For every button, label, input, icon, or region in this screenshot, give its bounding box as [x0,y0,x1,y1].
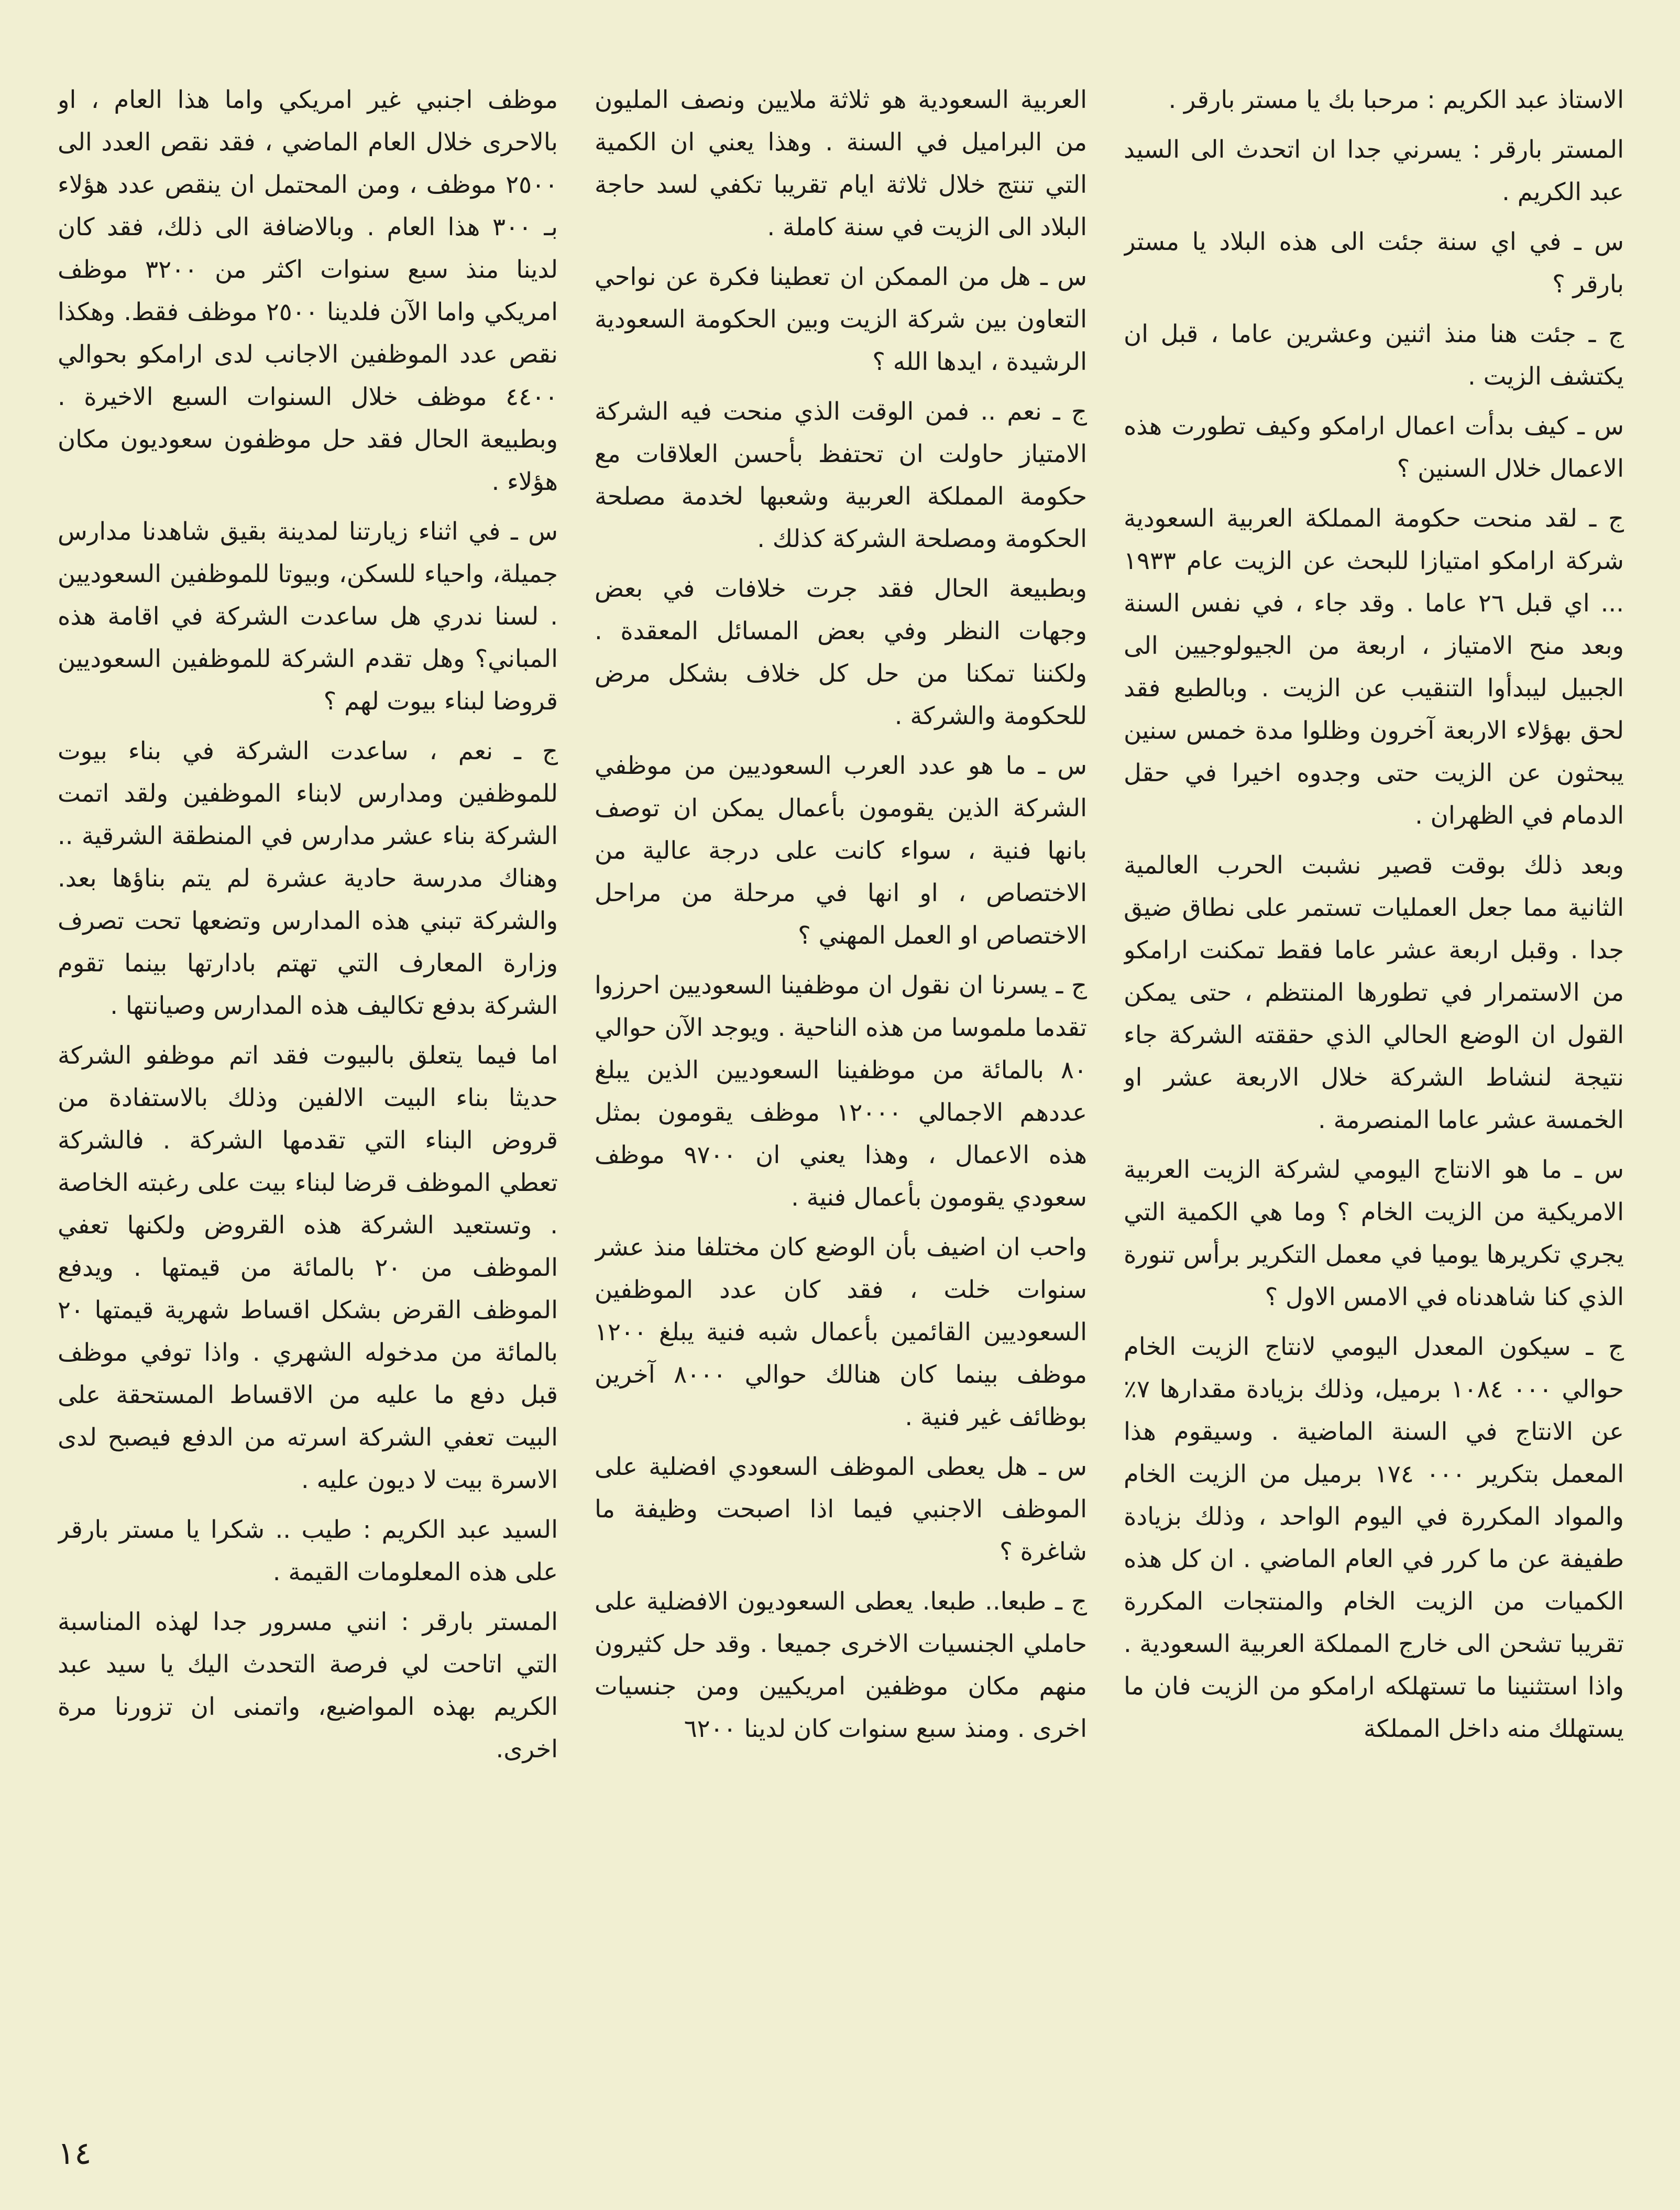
paragraph: السيد عبد الكريم : طيب .. شكرا يا مستر بارقر على هذه المعلومات القيمة . [58,1515,558,1586]
answer-paragraph: ج ـ يسرنا ان نقول ان موظفينا السعوديين احرزوا تقدما ملموسا من هذه الناحية . ويوجد الآن حوالي ٨٠ بالمائة من موظفينا السعوديين الذين يبلغ عددهم الاجمالي ١٢٠٠٠ موظف يقومون بمثل هذه الاعمال ، وهذا يعني ان ٩٧٠٠ موظف سعودي يقومون بأعمال فنية . [595,971,1087,1211]
paragraph: وبطبيعة الحال فقد جرت خلافات في بعض وجهات النظر وفي بعض المسائل المعقدة . ولكننا تمكنا من حل كل خلاف بشكل مرض للحكومة والشركة . [595,574,1087,730]
paragraph: الاستاذ عبد الكريم : مرحبا بك يا مستر بارقر . [1168,85,1624,114]
answer-paragraph: ج ـ سيكون المعدل اليومي لانتاج الزيت الخام حوالي ٠٠٠ ١٠٨٤ برميل، وذلك بزيادة مقدارها ٧٪ عن الانتاج في السنة الماضية . وسيقوم هذا المعمل بتكرير ٠٠٠ ١٧٤ برميل من الزيت الخام والمواد المكررة في اليوم الواحد ، وذلك بزيادة طفيفة عن ما كرر في العام الماضي . ان كل هذه الكميات من الزيت الخام والمنتجات المكررة تقريبا تشحن الى خارج المملكة العربية السعودية . واذا استثنينا ما تستهلكه ارامكو من الزيت فان ما يستهلك منه داخل المملكة [1124,1332,1624,1743]
paragraph: المستر بارقر : انني مسرور جدا لهذه المناسبة التي اتاحت لي فرصة التحدث اليك يا سيد عبد الكريم بهذه المواضيع، واتمنى ان تزورنا مرة اخرى. [58,1607,558,1763]
question-paragraph: س ـ في اثناء زيارتنا لمدينة بقيق شاهدنا مدارس جميلة، واحياء للسكن، وبيوتا للموظفين السعوديين . لسنا ندري هل ساعدت الشركة في اقامة هذه المباني؟ وهل تقدم الشركة للموظفين السعوديين قروضا لبناء بيوت لهم ؟ [58,517,558,715]
paragraph: العربية السعودية هو ثلاثة ملايين ونصف المليون من البراميل في السنة . وهذا يعني ان الكمية التي تنتج خلال ثلاثة ايام تقريبا تكفي لسد حاجة البلاد الى الزيت في سنة كاملة . [595,85,1087,241]
question-paragraph: س ـ هل من الممكن ان تعطينا فكرة عن نواحي التعاون بين شركة الزيت وبين الحكومة السعودية الرشيدة ، ايدها الله ؟ [595,262,1087,376]
column-right [1124,79,1624,2096]
question-paragraph: س ـ كيف بدأت اعمال ارامكو وكيف تطورت هذه الاعمال خلال السنين ؟ [1124,412,1624,483]
paragraph: وبعد ذلك بوقت قصير نشبت الحرب العالمية الثانية مما جعل العمليات تستمر على نطاق ضيق جدا . وقبل اربعة عشر عاما فقط تمكنت ارامكو من الاستمرار في تطورها المنتظم ، حتى يمكن القول ان الوضع الحالي الذي حققته الشركة جاء نتيجة لنشاط الشركة خلال الاربعة عشر او الخمسة عشر عاما المنصرمة . [1124,851,1624,1134]
paragraph: واحب ان اضيف بأن الوضع كان مختلفا منذ عشر سنوات خلت ، فقد كان عدد الموظفين السعوديين القائمين بأعمال شبه فنية يبلغ ١٢٠٠ موظف بينما كان هنالك حوالي ٨٠٠٠ آخرين بوظائف غير فنية . [595,1233,1087,1431]
question-paragraph: س ـ هل يعطى الموظف السعودي افضلية على الموظف الاجنبي فيما اذا اصبحت وظيفة ما شاغرة ؟ [595,1452,1087,1566]
answer-paragraph: ج ـ نعم .. فمن الوقت الذي منحت فيه الشركة الامتياز حاولت ان تحتفظ بأحسن العلاقات مع حكومة المملكة العربية وشعبها لخدمة مصلحة الحكومة ومصلحة الشركة كذلك . [595,397,1087,553]
question-paragraph: س ـ ما هو عدد العرب السعوديين من موظفي الشركة الذين يقومون بأعمال يمكن ان توصف بانها فنية ، سواء كانت على درجة عالية من الاختصاص ، او انها في مرحلة من مراحل الاختصاص او العمل المهني ؟ [595,751,1087,949]
answer-paragraph: ج ـ جئت هنا منذ اثنين وعشرين عاما ، قبل ان يكتشف الزيت . [1124,320,1624,390]
interview-page [58,79,1624,2096]
column-left [58,79,558,2096]
paragraph: المستر بارقر : يسرني جدا ان اتحدث الى السيد عبد الكريم . [1124,135,1624,206]
answer-paragraph: ج ـ لقد منحت حكومة المملكة العربية السعودية شركة ارامكو امتيازا للبحث عن الزيت عام ١٩٣٣ ... اي قبل ٢٦ عاما . وقد جاء ، في نفس السنة وبعد منح الامتياز ، اربعة من الجيولوجيين الى الجبيل ليبدأوا التنقيب عن الزيت . وبالطبع فقد لحق بهؤلاء الاربعة آخرون وظلوا مدة خمس سنين يبحثون عن الزيت حتى وجدوه اخيرا في حقل الدمام في الظهران . [1124,504,1624,829]
question-paragraph: س ـ ما هو الانتاج اليومي لشركة الزيت العربية الامريكية من الزيت الخام ؟ وما هي الكمية التي يجري تكريرها يوميا في معمل التكرير برأس تنورة الذي كنا شاهدناه في الامس الاول ؟ [1124,1155,1624,1311]
paragraph: موظف اجنبي غير امريكي واما هذا العام ، او بالاحرى خلال العام الماضي ، فقد نقص العدد الى ٢٥٠٠ موظف ، ومن المحتمل ان ينقص عدد هؤلاء بـ ٣٠٠ هذا العام . وبالاضافة الى ذلك، فقد كان لدينا منذ سبع سنوات اكثر من ٣٢٠٠ موظف امريكي واما الآن فلدينا ٢٥٠٠ موظف فقط. وهكذا نقص عدد الموظفين الاجانب لدى ارامكو بحوالي ٤٤٠٠ موظف خلال السنوات السبع الاخيرة . وبطبيعة الحال فقد حل موظفون سعوديون مكان هؤلاء . [58,85,558,496]
answer-paragraph: ج ـ نعم ، ساعدت الشركة في بناء بيوت للموظفين ومدارس لابناء الموظفين ولقد اتمت الشركة بناء عشر مدارس في المنطقة الشرقية .. وهناك مدرسة حادية عشرة لم يتم بناؤها بعد. والشركة تبني هذه المدارس وتضعها تحت تصرف وزارة المعارف التي تهتم بادارتها بينما تقوم الشركة بدفع تكاليف هذه المدارس وصيانتها . [58,737,558,1020]
paragraph: اما فيما يتعلق بالبيوت فقد اتم موظفو الشركة حديثا بناء البيت الالفين وذلك بالاستفادة من قروض البناء التي تقدمها الشركة . فالشركة تعطي الموظف قرضا لبناء بيت على رغبته الخاصة . وتستعيد الشركة هذه القروض ولكنها تعفي الموظف من ٢٠ بالمائة من قيمتها . ويدفع الموظف القرض بشكل اقساط شهرية قيمتها ٢٠ بالمائة من مدخوله الشهري . واذا توفي موظف قبل دفع ما عليه من الاقساط المستحقة على البيت تعفي الشركة اسرته من الدفع فيصبح لدى الاسرة بيت لا ديون عليه . [58,1041,558,1494]
question-paragraph: س ـ في اي سنة جئت الى هذه البلاد يا مستر بارقر ؟ [1124,227,1624,298]
answer-paragraph: ج ـ طبعا.. طبعا. يعطى السعوديون الافضلية على حاملي الجنسيات الاخرى جميعا . وقد حل كثيرون منهم مكان موظفين امريكيين ومن جنسيات اخرى . ومنذ سبع سنوات كان لدينا ٦٢٠٠ [595,1587,1087,1743]
page-number: ١٤ [58,2135,92,2172]
column-middle [595,79,1087,2096]
